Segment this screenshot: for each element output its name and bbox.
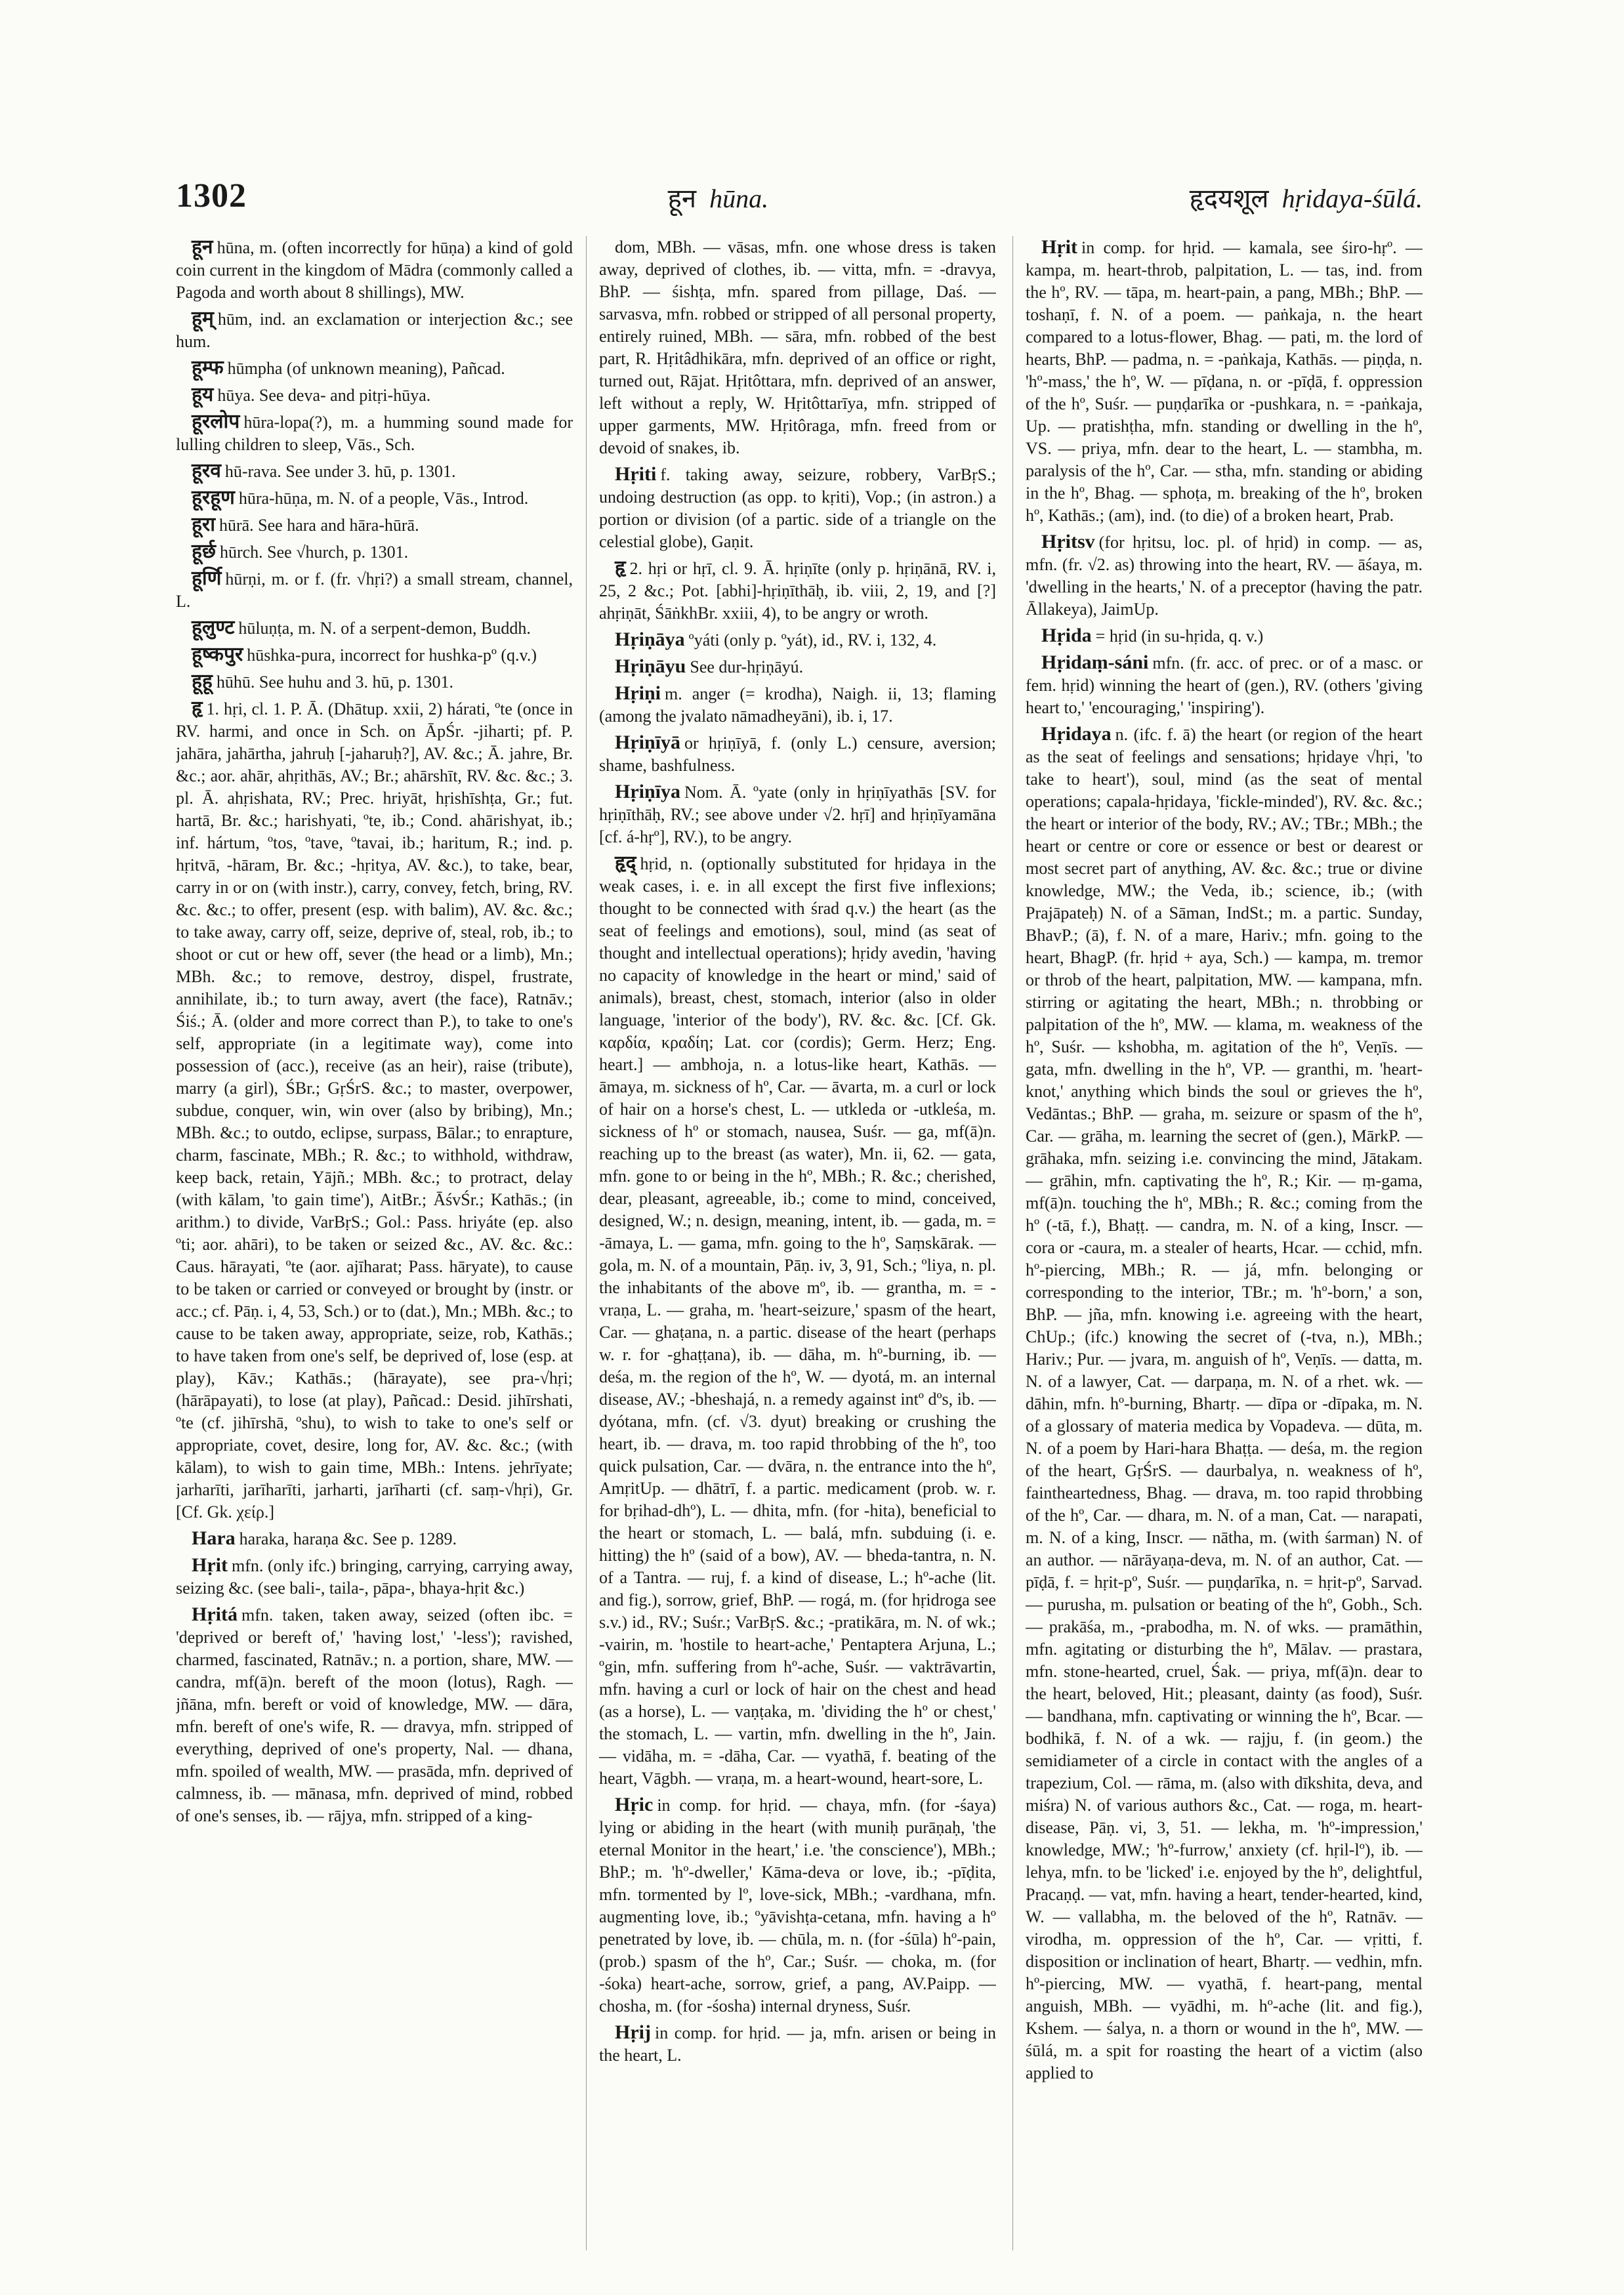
entry-definition: hūluṇṭa, m. N. of a serpent-demon, Buddh. xyxy=(238,619,531,638)
column-divider xyxy=(1012,236,1013,2250)
column-3 xyxy=(1026,236,1423,2250)
column-1 xyxy=(176,236,573,2250)
running-head xyxy=(176,169,1423,215)
entry-definition: or hṛiṇīyā, f. (only L.) censure, aversion; shame, bashfulness. xyxy=(599,734,996,775)
left-guide-word-translit: hūna. xyxy=(709,184,769,213)
entry-headword: हूम्फ xyxy=(192,357,224,379)
dictionary-entry xyxy=(176,308,573,353)
entry-definition: Nom. Ā. ºyate (only in hṛiṇīyathās [SV. for hṛiṇīthāḥ, RV.; see above under √2. hṛī] and hṛiṇīyamāna [cf. á-hṛº], RV.), to be angry. xyxy=(599,783,996,846)
left-guide-word-devanagari: हून xyxy=(667,184,697,213)
entry-headword: हूरहूण xyxy=(192,487,235,508)
entry-headword: हूरलोप xyxy=(192,411,240,432)
entry-definition: hūya. See deva- and pitṛi-hūya. xyxy=(217,386,431,405)
entry-headword: Hṛit xyxy=(1041,236,1077,258)
entry-headword: Hṛiṇīyā xyxy=(615,732,681,753)
entry-definition: mfn. (only ifc.) bringing, carrying, carrying away, seizing &c. (see bali-, taila-, pāpa-, bhaya-hṛit &c.) xyxy=(176,1556,573,1598)
dictionary-entry xyxy=(1026,651,1423,719)
dictionary-entry xyxy=(599,1794,996,2017)
entry-headword: Hṛij xyxy=(615,2021,651,2043)
entry-definition: (for hṛitsu, loc. pl. of hṛid) in comp. — as, mfn. (fr. √2. as) throwing into the heart, RV. — āśaya, m. 'dwelling in the hearts,' N. of a preceptor (having the patr. Āllakeya), JaimUp. xyxy=(1026,533,1423,619)
dictionary-entry xyxy=(599,682,996,728)
entry-headword: Hṛiṇāyu xyxy=(615,655,686,677)
entry-definition: hūna, m. (often incorrectly for hūṇa) a kind of gold coin current in the kingdom of Mādra (commonly called a Pagoda and worth about 8 shillings), MW. xyxy=(176,238,573,302)
dictionary-entry xyxy=(176,236,573,304)
entry-headword: Hṛitá xyxy=(192,1603,238,1625)
dictionary-entry xyxy=(599,781,996,848)
dictionary-entry xyxy=(599,557,996,625)
entry-definition: in comp. for hṛid. — chaya, mfn. (for -śaya) lying or abiding in the heart (with muniḥ purāṇaḥ, 'the eternal Monitor in the heart,' i.e. 'the conscience'), MBh.; BhP.; m. 'hº-dweller,' Kāma-deva or love, ib.; -pīḍita, mfn. tormented by lº, love-sick, MBh.; -vardhana, mfn. augmenting love, ib.; ºyāvishṭa-cetana, mfn. having a hº penetrated by love, ib. — chūla, m. n. (for -śūla) hº-pain, (prob.) spasm of the hº, Car.; Suśr. — choka, m. (for -śoka) heart-ache, sorrow, grief, a pang, AV.Paipp. — chosha, m. (for -śosha) internal dryness, Suśr. xyxy=(599,1796,996,2016)
column-2 xyxy=(599,236,996,2250)
dictionary-entry xyxy=(599,629,996,651)
dictionary-entry xyxy=(176,671,573,693)
dictionary-entry xyxy=(176,568,573,613)
entry-definition: hṛid, n. (optionally substituted for hṛidaya in the weak cases, i. e. in all except the first five inflexions; thought to be connected with śrad q.v.) the heart (as the seat of feelings and emotions), soul, mind (as seat of thought and intellectual operations); hṛidy avedin, 'having no capacity of knowledge in the heart or mind,' said of animals), breast, chest, stomach, interior (also in older language, 'interior of the body'), RV. &c. &c. [Cf. Gk. καρδία, κραδίη; Lat. cor (cordis); Germ. Herz; Eng. heart.] — ambhoja, n. a lotus-like heart, Kathās. — āmaya, m. sickness of hº, Car. — āvarta, m. a curl or lock of hair on a horse's chest, L. — utkleda or -utkleśa, m. sickness of hº or stomach, nausea, Suśr. — ga, mf(ā)n. reaching up to the breast (as water), Mn. ii, 62. — gata, mfn. gone to or being in the hº, MBh.; R. &c.; cherished, dear, pleasant, agreeable, ib.; come to mind, conceived, designed, W.; n. design, meaning, intent, ib. — gada, m. = -āmaya, L. — gama, mfn. going to the hº, Saṃskārak. — gola, m. N. of a mountain, Pāṇ. iv, 3, 91, Sch.; ºliya, n. pl. the inhabitants of the above mº, ib. — grantha, m. = -vraṇa, L. — graha, m. 'heart-seizure,' spasm of the heart, Car. — ghaṭana, n. a partic. disease of the heart (perhaps w. r. for -ghaṭṭana), ib. — dāha, m. hº-burning, ib. — deśa, m. the region of the hº, W. — dyotá, m. an internal disease, AV.; -bheshajá, n. a remedy against intº dºs, ib. — dyótana, mfn. (cf. √3. dyut) breaking or crushing the heart, ib. — drava, m. too rapid throbbing of the hº, too quick pulsation, Car. — dvāra, n. the entrance into the hº, AmṛitUp. — dhātrī, f. a partic. medicament (prob. w. r. for bṛihad-dhº), L. — dhita, mfn. (for -hita), beneficial to the heart or stomach, L. — balá, mfn. subduing (i. e. hitting) the hº (said of a bow), AV. — bheda-tantra, n. N. of a Tantra. — ruj, f. a kind of disease, L.; hº-ache (lit. and fig.), sorrow, grief, BhP. — rogá, m. (for hṛidroga see s.v.) id., RV.; Suśr.; VarBṛS. &c.; -pratikāra, m. N. of wk.; -vairin, m. 'hostile to heart-ache,' Pentaptera Arjuna, L.; ºgin, mfn. suffering from hº-ache, Suśr. — vaktrāvartin, mfn. having a curl or lock of hair on the chest and head (as a horse), L. — vaṇṭaka, m. 'dividing the hº or chest,' the stomach, L. — vartin, mfn. dwelling in the hº, Jain. — vidāha, m. = -dāha, Car. — vyathā, f. beating of the heart, Vāgbh. — vraṇa, m. a heart-wound, heart-sore, L. xyxy=(599,854,996,1788)
entry-headword: हूरा xyxy=(192,514,215,535)
entry-definition: 2. hṛi or hṛī, cl. 9. Ā. hṛiṇīte (only p. hṛiṇānā, RV. i, 25, 2 &c.; Pot. [abhi]-hṛiṇīthāḥ, ib. viii, 2, 19, and [?] ahṛiṇāt, ŚāṅkhBr. xxiii, 4), to be angry or wroth. xyxy=(599,559,996,623)
dictionary-entry xyxy=(1026,236,1423,527)
entry-headword: हूम् xyxy=(192,308,214,329)
right-guide-word-devanagari: हृदयशूल xyxy=(1189,184,1269,213)
entry-definition: dom, MBh. — vāsas, mfn. one whose dress is taken away, deprived of clothes, ib. — vitta, mfn. = -dravya, BhP. — śishṭa, mfn. spared from pillage, Daś. — sarvasva, mfn. robbed or stripped of all personal property, entirely ruined, MBh. — sāra, mfn. robbed of the best part, R. Hṛitâdhikāra, mfn. deprived of an office or right, turned out, Rājat. Hṛitôttara, mfn. deprived of an answer, left without a reply, W. Hṛitôttarīya, mfn. stripped of upper garments, MW. Hṛitôraga, mfn. freed from or devoid of snakes, ib. xyxy=(599,238,996,457)
entry-definition: = hṛid (in su-hṛida, q. v.) xyxy=(1095,627,1264,646)
entry-headword: Hṛidaṃ-sáni xyxy=(1041,651,1149,673)
dictionary-entry xyxy=(176,1554,573,1600)
right-guide-word xyxy=(1190,179,1423,215)
entry-definition: in comp. for hṛid. — ja, mfn. arisen or being in the heart, L. xyxy=(599,2023,996,2065)
dictionary-entry xyxy=(1026,531,1423,621)
entry-definition: haraka, haraṇa &c. See p. 1289. xyxy=(239,1529,457,1548)
dictionary-entry xyxy=(176,644,573,667)
entry-definition: See dur-hṛiṇāyú. xyxy=(690,657,804,676)
entry-headword: हूरव xyxy=(192,460,221,482)
entry-definition: hūra-hūṇa, m. N. of a people, Vās., Introd. xyxy=(238,489,529,508)
entry-headword: हूहू xyxy=(192,671,213,692)
dictionary-entry xyxy=(1026,723,1423,2084)
dictionary-entry xyxy=(176,514,573,537)
entry-definition: 1. hṛi, cl. 1. P. Ā. (Dhātup. xxii, 2) hárati, ºte (once in RV. harmi, and once in Sch. on ĀpŚr. -jiharti; pf. P. jahāra, jahārtha, jahruḥ [-jaharuḥ?], AV. &c.; Ā. jahre, Br. &c.; aor. ahār, ahṛithās, AV.; Br.; ahārshīt, RV. &c. &c.; 3. pl. Ā. ahṛishata, RV.; Prec. hriyāt, hṛishīshṭa, Gr.; fut. hartā, Br. &c.; harishyati, ºte, ib.; Cond. ahārishyat, ib.; inf. hártum, ºtos, ºtave, ºtavai, ib.; haritum, R.; ind. p. hṛitvā, -hāram, Br. &c.; -hṛitya, AV. &c.), to take, bear, carry in or on (with instr.), carry, convey, fetch, bring, RV. &c. &c.; to offer, present (esp. with balim), AV. &c. &c.; to take away, carry off, seize, deprive of, steal, rob, ib.; to shoot or cut or hew off, sever (the head or a limb), Mn.; MBh. &c.; to remove, destroy, dispel, frustrate, annihilate, ib.; to turn away, avert (the face), Ratnāv.; Śiś.; Ā. (older and more correct than P.), to take to one's self, appropriate (in a legitimate way), come into possession of (acc.), receive (as an heir), raise (tribute), marry (a girl), ŚBr.; GṛŚrS. &c.; to master, overpower, subdue, conquer, win, win over (also by bribing), Mn.; MBh. &c.; to outdo, eclipse, surpass, Bālar.; to enrapture, charm, fascinate, MBh.; R. &c.; to withhold, withdraw, keep back, retain, Yājñ.; MBh. &c.; to protract, delay (with kālam, 'to gain time'), AitBr.; ĀśvŚr.; Kathās.; (in arithm.) to divide, VarBṛS.; Gol.: Pass. hriyáte (ep. also ºti; aor. ahāri), to be taken or seized &c., AV. &c. &c.: Caus. hārayati, ºte (aor. ajīharat; Pass. hāryate), to cause to be taken or carried or conveyed or brought by (instr. or acc.; cf. Pāṇ. i, 4, 53, Sch.) or to (dat.), Mn.; MBh. &c.; to cause to be taken away, appropriate, seize, rob, Kathās.; to have taken from one's self, be deprived of, lose (esp. at play), Kāv.; Kathās.; (hārayate), see pra-√hṛi; (hārāpayati), to lose (at play), Pañcad.: Desid. jihīrshati, ºte (cf. jihīrshā, ºshu), to wish to take to one's self or appropriate, covet, desire, long for, AV. &c. &c.; (with kālam), to wish to gain time, MBh.: Intens. jehrīyate; jarharīti, jarīharīti, jarharti, jarīharti (cf. saṃ-√hṛi), Gr. [Cf. Gk. χείρ.] xyxy=(176,699,573,1521)
entry-headword: Hṛidaya xyxy=(1041,723,1112,745)
dictionary-entry xyxy=(176,1603,573,1827)
entry-definition: mfn. taken, taken away, seized (often ibc. = 'deprived or bereft of,' 'having lost,' '-less'); ravished, charmed, fascinated, Ratnāv.; n. a portion, share, MW. — candra, mf(ā)n. bereft of the moon (lotus), Ragh. — jñāna, mfn. bereft or void of knowledge, MW. — dāra, mfn. bereft of one's wife, R. — dravya, mfn. stripped of everything, deprived of one's property, Nal. — dhana, mfn. spoiled of wealth, MW. — prasāda, mfn. deprived of calmness, ib. — mānasa, mfn. deprived of mind, robbed of one's senses, ib. — rājya, mfn. stripped of a king- xyxy=(176,1605,573,1825)
dictionary-entry xyxy=(599,852,996,1790)
entry-definition: n. (ifc. f. ā) the heart (or region of the heart as the seat of feelings and sensations; hṛidaye √hṛi, 'to take to heart'), soul, mind (as the seat of mental operations; capala-hṛidaya, 'fickle-minded'), RV. &c. &c.; the heart or interior of the body, RV.; AV.; TBr.; MBh.; the heart or centre or core or essence or best or dearest or most secret part of anything, AV. &c. &c.; true or divine knowledge, MW.; the Veda, ib.; science, ib.; (with Prajāpateḥ) N. of a Sāman, IndSt.; m. a partic. Sunday, BhavP.; (ā), f. N. of a mare, Hariv.; mfn. going to the heart, BhagP. (fr. hṛid + aya, Sch.) — kampa, m. tremor or throb of the heart, palpitation, MW. — kampana, mfn. stirring or agitating the heart, MBh.; n. throbbing or palpitation of the hº, MW. — klama, m. weakness of the hº, Suśr. — kshobha, m. agitation of the hº, Veṇīs. — gata, mfn. dwelling in the hº, VP. — granthi, m. 'heart-knot,' anything which binds the soul or grieves the hº, Vedāntas.; BhP. — graha, m. seizure or spasm of the hº, Car. — grāha, m. learning the secret of (gen.), MārkP. — grāhaka, mfn. seizing i.e. convincing the mind, Jātakam. — grāhin, mfn. captivating the hº, R.; Kir. — ṃ-gama, mf(ā)n. touching the hº, MBh.; R. &c.; coming from the hº (-tā, f.), Bhaṭṭ. — candra, m. N. of a king, Inscr. — cora or -caura, m. a stealer of hearts, Hcar. — cchid, mfn. hº-piercing, MBh.; R. — já, mfn. belonging or corresponding to the interior, TBr.; m. 'hº-born,' a son, BhP. — jña, mfn. knowing i.e. agreeing with the heart, ChUp.; (ifc.) knowing the secret of (-tva, n.), MBh.; Hariv.; Pur. — jvara, m. anguish of hº, Veṇīs. — datta, m. N. of a lawyer, Cat. — darpaṇa, m. N. of a rhet. wk. — dāhin, mfn. hº-burning, Bhartṛ. — dīpa or -dīpaka, m. N. of a glossary of materia medica by Vopadeva. — dūta, m. N. of a poem by Hari-hara Bhaṭṭa. — deśa, m. the region of the heart, GṛŚrS. — daurbalya, n. weakness of hº, faintheartedness, Bhag. — drava, m. too rapid throbbing of the hº, Car. — dhara, m. N. of a man, Cat. — narapati, m. N. of a king, Inscr. — nātha, m. (with śarman) N. of an author. — nārāyaṇa-deva, m. N. of an author, Cat. — pīḍā, f. = hṛit-pº, Suśr. — puṇḍarīka, n. = hṛit-pº, Sarvad. — purusha, m. pulsation or beating of the hº, Gobh., Sch. — prakāśa, m., -prabodha, m. N. of wks. — pramāthin, mfn. agitating or disturbing the hº, Mālav. — prastara, mfn. stone-hearted, cruel, Śak. — priya, mf(ā)n. dear to the heart, beloved, Hit.; pleasant, dainty (as food), Suśr. — bandhana, mfn. captivating or winning the hº, Bcar. — bodhikā, f. N. of a wk. — rajju, f. (in geom.) the semidiameter of a circle in contact with the angles of a trapezium, Col. — rāma, m. (also with dīkshita, deva, and miśra) N. of various authors &c., Cat. — roga, m. heart-disease, Pāṇ. vi, 3, 51. — lekha, m. 'hº-impression,' knowledge, MW.; 'hº-furrow,' anxiety (cf. hṛil-lº), ib. — lehya, mfn. to be 'licked' i.e. enjoyed by the hº, delightful, Pracaṇḍ. — vat, mfn. having a heart, tender-hearted, kind, W. — vallabha, m. the beloved of the hº, Ratnāv. — virodha, m. oppression of the hº, Car. — vṛitti, f. disposition or inclination of heart, Bhartṛ. — vedhin, mfn. hº-piercing, MW. — vyathā, f. heart-pang, mental anguish, MBh. — vyādhi, m. hº-ache (lit. and fig.), Kshem. — śalya, n. a thorn or wound in the hº, MW. — śūlá, m. a spit for roasting the heart of a victim (also applied to xyxy=(1026,725,1423,2082)
dictionary-entry xyxy=(176,411,573,456)
entry-headword: Hṛiti xyxy=(615,463,657,485)
right-guide-word-translit: hṛidaya-śūlá. xyxy=(1281,184,1423,213)
dictionary-entry xyxy=(176,697,573,1523)
entry-headword: Hṛida xyxy=(1041,625,1092,646)
entry-definition: f. taking away, seizure, robbery, VarBṛS.; undoing destruction (as opp. to kṛiti), Vop.; (in astron.) a portion or division (of a partic. side of a triangle on the celestial globe), Gaṇit. xyxy=(599,465,996,551)
page-number: 1302 xyxy=(176,177,247,215)
dictionary-entry xyxy=(176,384,573,407)
entry-headword: हून xyxy=(192,236,213,258)
entry-headword: Hṛiṇi xyxy=(615,682,661,704)
entry-headword: हृ xyxy=(192,697,203,719)
entry-definition: hūrch. See √hurch, p. 1301. xyxy=(219,543,409,562)
column-divider xyxy=(586,236,587,2250)
entry-headword: हूलुण्ट xyxy=(192,617,235,638)
entry-headword: Hṛiṇāya xyxy=(615,629,685,650)
entry-definition: mfn. (fr. acc. of prec. or of a masc. or fem. hṛid) winning the heart of (gen.), RV. (others 'giving heart to,' 'encouraging,' 'inspiring'). xyxy=(1026,653,1423,717)
dictionary-entry xyxy=(1026,625,1423,648)
entry-definition: ºyáti (only p. ºyát), id., RV. i, 132, 4. xyxy=(688,631,937,650)
dictionary-entry xyxy=(599,236,996,459)
dictionary-entry xyxy=(176,617,573,640)
dictionary-entry xyxy=(176,1527,573,1550)
entry-headword: Hṛit xyxy=(192,1554,228,1576)
entry-definition: hū-rava. See under 3. hū, p. 1301. xyxy=(224,462,456,481)
entry-headword: हूष्कपुर xyxy=(192,644,243,665)
entry-definition: hūmpha (of unknown meaning), Pañcad. xyxy=(227,359,505,378)
dictionary-columns xyxy=(176,236,1423,2250)
entry-definition: hūrṇi, m. or f. (fr. √hṛi?) a small stream, channel, L. xyxy=(176,569,573,611)
entry-definition: hūshka-pura, incorrect for hushka-pº (q.v.) xyxy=(247,646,537,665)
dictionary-entry xyxy=(176,487,573,510)
entry-headword: हूय xyxy=(192,384,214,405)
entry-definition: hūrā. See hara and hāra-hūrā. xyxy=(219,516,419,535)
entry-headword: हृद् xyxy=(615,852,636,874)
dictionary-entry xyxy=(176,460,573,483)
entry-headword: Hṛitsv xyxy=(1041,531,1095,552)
dictionary-entry xyxy=(176,541,573,564)
dictionary-entry xyxy=(599,732,996,777)
entry-headword: Hṛiṇīya xyxy=(615,781,681,802)
entry-definition: in comp. for hṛid. — kamala, see śiro-hṛº. — kampa, m. heart-throb, palpitation, L. — tas, ind. from the hº, RV. — tāpa, m. heart-pain, a pang, MBh.; BhP. — toshaṇī, f. N. of a poem. — paṅkaja, n. the heart compared to a lotus-flower, Bhag. — pati, m. the lord of hearts, BhP. — padma, n. = -paṅkaja, Kathās. — piṇḍa, n. 'hº-mass,' the hº, W. — pīḍana, n. or -pīḍā, f. oppression of the hº, Suśr. — puṇḍarīka or -pushkara, n. = -paṅkaja, Up. — pratishṭha, mfn. standing or dwelling in the hº, VS. — priya, mfn. dear to the heart, L. — stambha, m. paralysis of the hº, Car. — stha, mfn. standing or abiding in the hº, Bhag. — sphoṭa, m. breaking of the hº, broken hº, Kathās.; (am), ind. (to die) of a broken heart, Prab. xyxy=(1026,238,1423,525)
left-guide-word xyxy=(668,179,768,215)
dictionary-entry xyxy=(599,463,996,553)
entry-headword: हूर्छ xyxy=(192,541,216,562)
entry-definition: hūm, ind. an exclamation or interjection &c.; see hum. xyxy=(176,310,573,351)
dictionary-entry xyxy=(599,655,996,678)
dictionary-entry xyxy=(599,2021,996,2067)
entry-definition: m. anger (= krodha), Naigh. ii, 13; flaming (among the jvalato nāmadheyāni), ib. i, 17. xyxy=(599,684,996,726)
entry-headword: हूर्णि xyxy=(192,568,222,589)
entry-headword: Hṛic xyxy=(615,1794,654,1815)
entry-definition: hūra-lopa(?), m. a humming sound made for lulling children to sleep, Vās., Sch. xyxy=(176,413,573,454)
dictionary-entry xyxy=(176,357,573,380)
entry-definition: hūhū. See huhu and 3. hū, p. 1301. xyxy=(216,672,453,692)
entry-headword: Hara xyxy=(192,1527,236,1549)
entry-headword: हृ xyxy=(615,557,626,579)
